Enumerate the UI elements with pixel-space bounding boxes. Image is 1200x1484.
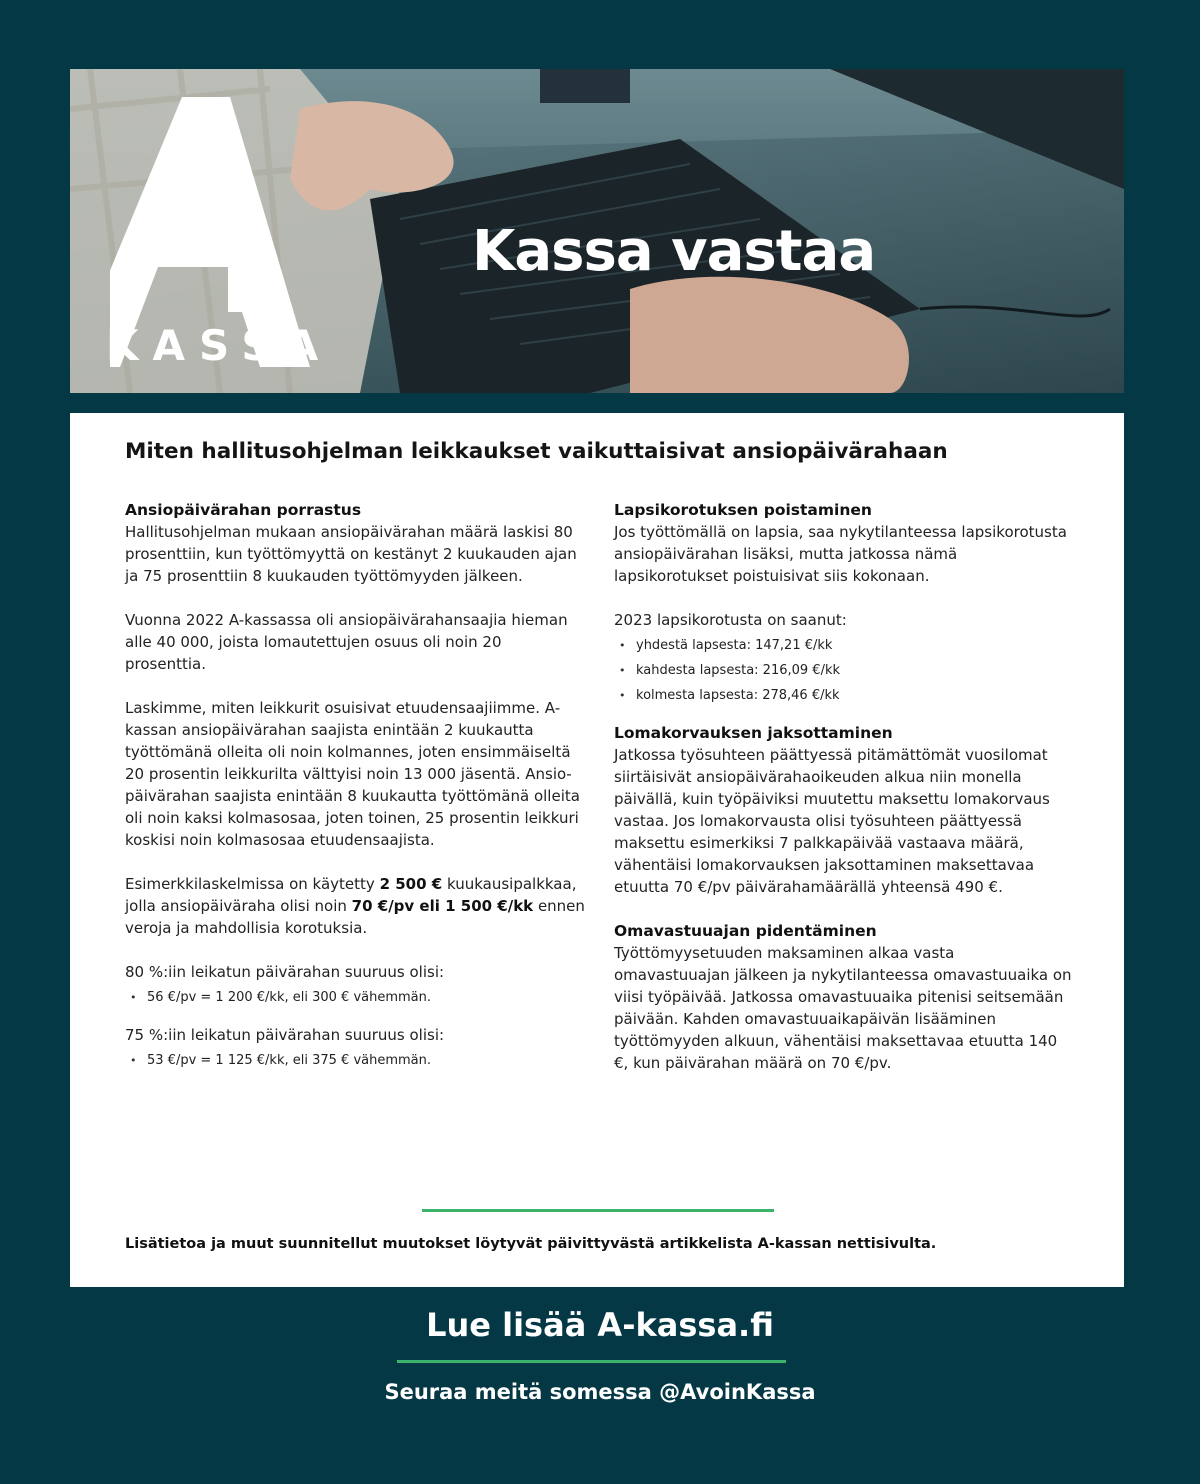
paragraph: Jos työttömällä on lapsia, saa nykytilanteessa lapsikorotusta ansiopäivärahan lisäksi, mutta jatkossa nämä lapsikorotukset poistuisivat siis kokonaan.: [614, 523, 1067, 585]
article-headline: Miten hallitusohjelman leikkaukset vaikuttaisivat ansiopäivärahaan: [125, 439, 948, 464]
paragraph: Hallitusohjelman mukaan ansiopäivärahan määrä laskisi 80 prosenttiin, kun työttömyyttä on kestänyt 2 kuukauden ajan ja 75 prosenttiin 8 kuukauden työttömyyden jälkeen.: [125, 523, 577, 585]
divider: [422, 1209, 774, 1212]
left-column: [125, 499, 585, 1073]
cut80-list: [125, 985, 585, 1010]
cut80-label: 80 %:iin leikatun päivärahan suuruus olisi:: [125, 963, 445, 981]
example-salary: 2 500 €: [379, 875, 443, 893]
list-item: • 56 €/pv = 1 200 €/kk, eli 300 € vähemmän.: [125, 985, 585, 1010]
example-text-c: ennen veroja ja mahdollisia korotuksia.: [125, 897, 585, 937]
section-title-lomakorvaus: Lomakorvauksen jaksottaminen: [614, 724, 893, 742]
cut75-list: [125, 1048, 585, 1073]
section-title-lapsikorotus: Lapsikorotuksen poistaminen: [614, 501, 872, 519]
list-item: • kolmesta lapsesta: 278,46 €/kk: [614, 683, 1074, 708]
child-increase-list: [614, 633, 1074, 708]
paragraph: Työttömyysetuuden maksaminen alkaa vasta omavastuuajan jälkeen ja nykytilanteessa omavastuuaika on viisi työpäivää. Jatkossa omavastuuaika pitenisi seitsemään päivään. Kahden omavastuuaikapäivän lisääminen työttömyyden alkuun, vähentäisi maksettavaa etuutta 140 €, kun päivärahan määrä on 70 €/pv.: [614, 944, 1072, 1072]
cut75-label: 75 %:iin leikatun päivärahan suuruus olisi:: [125, 1026, 445, 1044]
list-item: • yhdestä lapsesta: 147,21 €/kk: [614, 633, 1074, 658]
example-text-a: Esimerkkilaskelmissa on käytetty: [125, 875, 380, 893]
paragraph: Laskimme, miten leikkurit osuisivat etuudensaajiimme. A-kassan ansiopäivärahan saajista enintään 2 kuukautta työttömänä olleita oli noin kolmannes, joten ensimmäiseltä 20 prosentin leikkurilta välttyisi noin 13 000 jäsentä. Ansiopäivärahan saajista enintään 8 kuukautta työttömänä olleita oli noin kaksi kolmasosaa, joten toinen, 25 prosentin leikkuri koskisi noin kolmasosaa etuudensaajista.: [125, 699, 580, 849]
read-more-link[interactable]: Lue lisää A-kassa.fi: [426, 1306, 774, 1344]
section-title-omavastuu: Omavastuuajan pidentäminen: [614, 922, 877, 940]
article-panel: [70, 413, 1124, 1287]
hero-banner: [70, 69, 1124, 393]
example-text-b: kuukausipalkkaa, jolla ansiopäiväraha olisi noin: [125, 875, 577, 915]
logo-wordmark: KASSA: [106, 321, 333, 370]
list-item: • kahdesta lapsesta: 216,09 €/kk: [614, 658, 1074, 683]
footer-note: Lisätietoa ja muut suunnitellut muutokset löytyvät päivittyvästä artikkelista A-kassan nettisivulta.: [125, 1236, 937, 1252]
hero-title: Kassa vastaa: [472, 219, 876, 284]
paragraph: Vuonna 2022 A-kassassa oli ansiopäivärahansaajia hieman alle 40 000, joista lomautettujen osuus oli noin 20 prosenttia.: [125, 611, 568, 673]
right-column: [614, 499, 1074, 1074]
example-paragraph: [125, 873, 585, 939]
list-item: • 53 €/pv = 1 125 €/kk, eli 375 € vähemmän.: [125, 1048, 585, 1073]
paragraph: Jatkossa työsuhteen päättyessä pitämättömät vuosilomat siirtäisivät ansiopäivärahaoikeuden alkua niin monella päivällä, kuin työpäiviksi muutettu maksettu lomakorvaus vastaa. Jos lomakorvausta olisi työsuhteen päättyessä maksettu esimerkiksi 7 palkkapäivää vastaava määrä, vähentäisi lomakorvauksen jaksottaminen maksettavaa etuutta 70 €/pv päivärahamäärällä yhteensä 490 €.: [614, 746, 1050, 896]
follow-social[interactable]: Seuraa meitä somessa @AvoinKassa: [384, 1380, 816, 1404]
child-list-label: 2023 lapsikorotusta on saanut:: [614, 611, 847, 629]
section-title-porrastus: Ansiopäivärahan porrastus: [125, 501, 362, 519]
example-allowance: 70 €/pv eli 1 500 €/kk: [351, 897, 534, 915]
